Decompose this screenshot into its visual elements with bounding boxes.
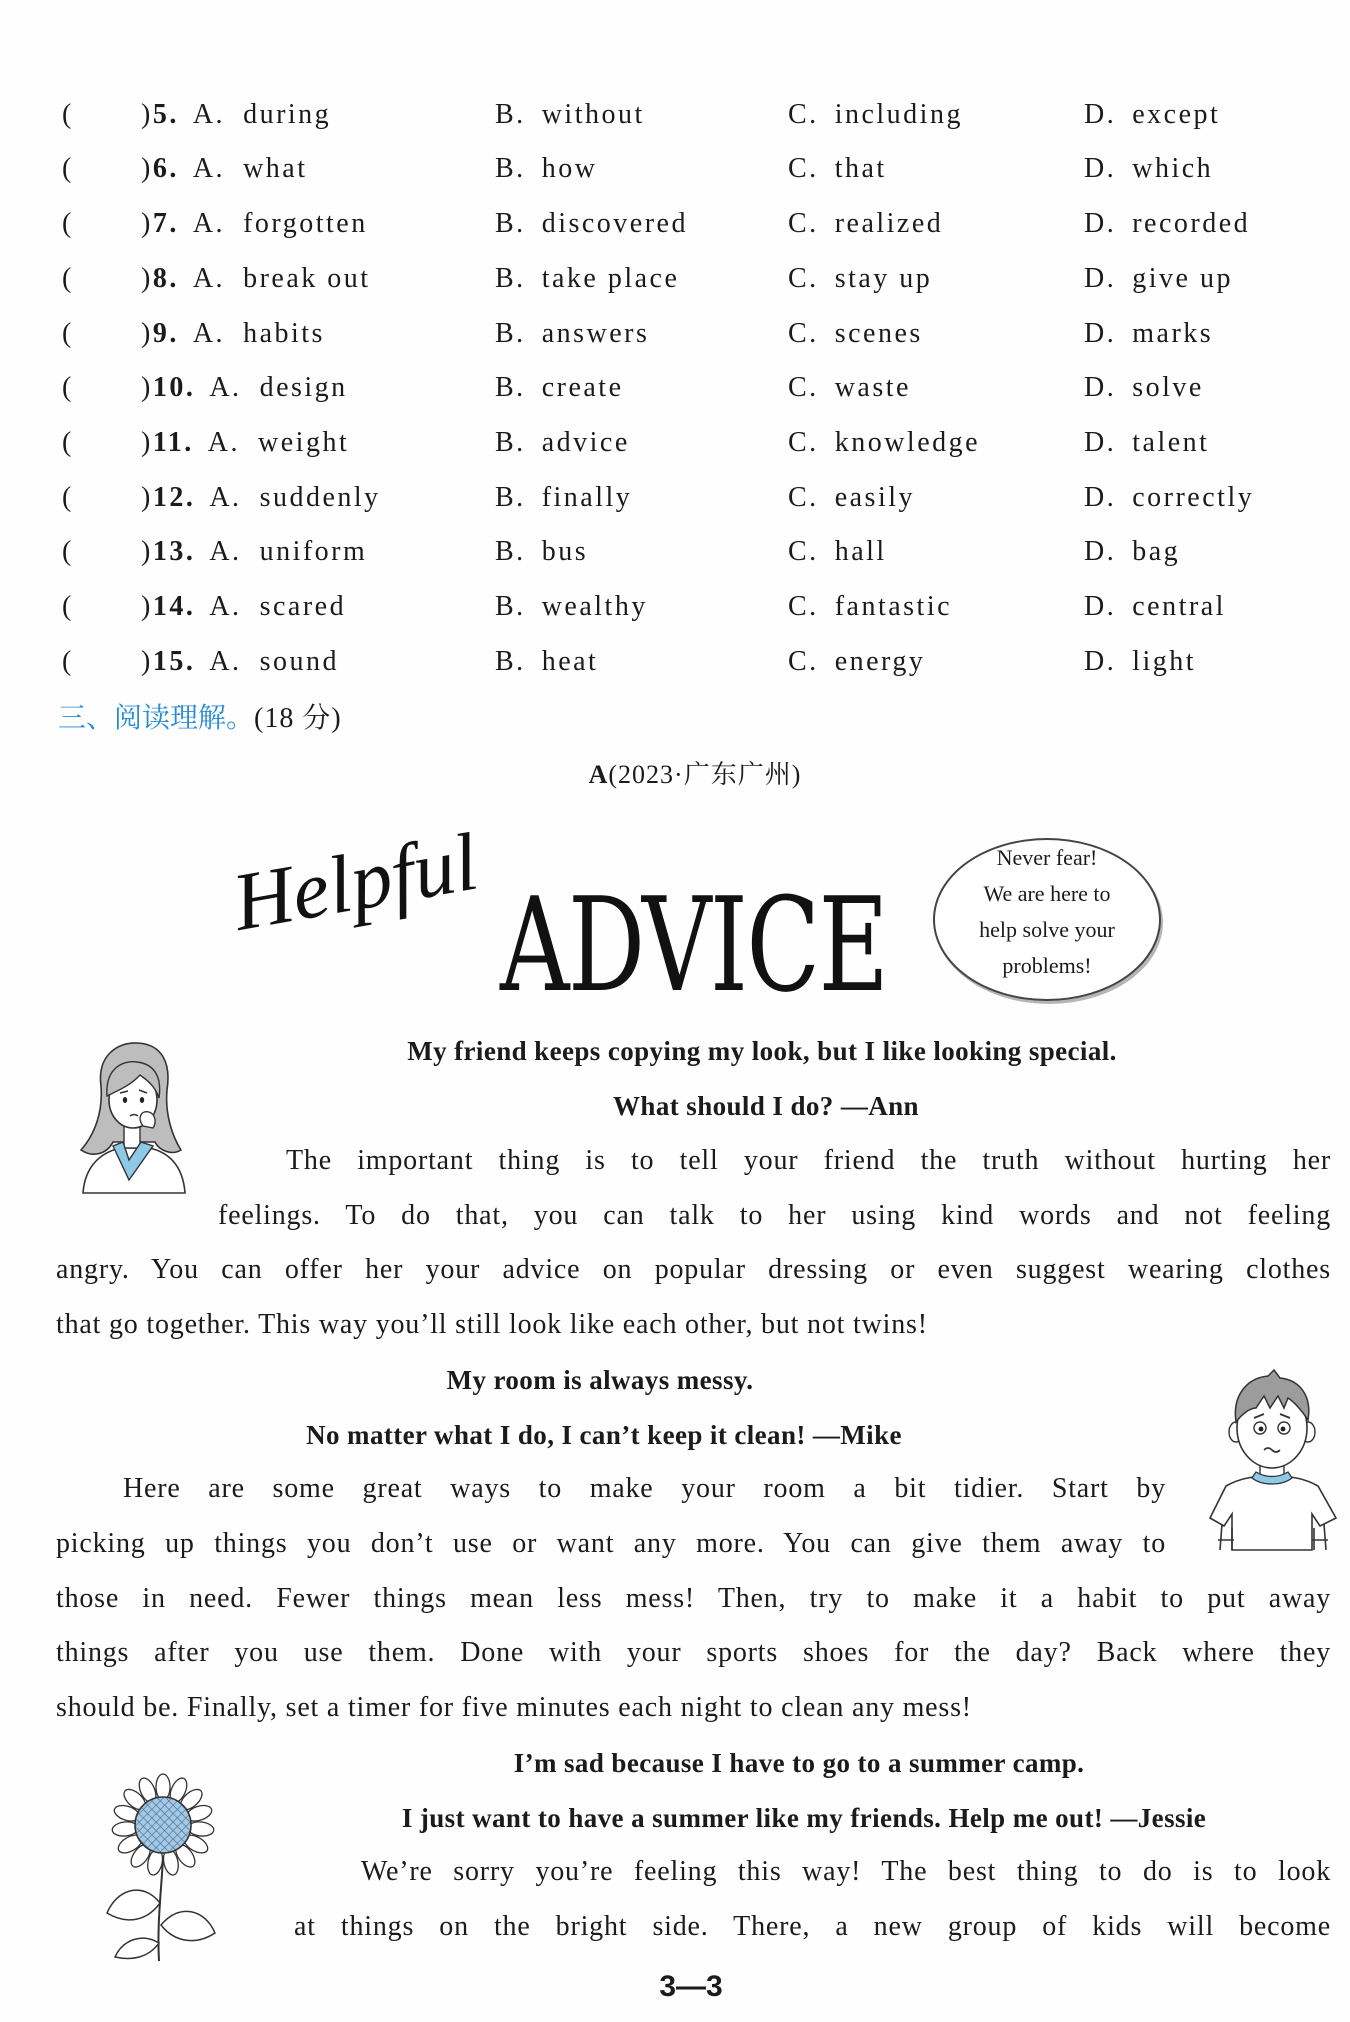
answer-bracket-close: ) (141, 591, 153, 623)
option-c (788, 314, 923, 354)
option-text: correctly (1132, 481, 1255, 513)
option-b (495, 532, 588, 572)
question-number: 11. (152, 427, 194, 459)
option-b (495, 642, 598, 682)
answer-line: that go together. This way you’ll still look like each other, but not twins! (56, 1309, 928, 1340)
option-label: D. (1084, 481, 1117, 513)
option-d (1084, 149, 1213, 189)
option-text: hall (834, 536, 887, 568)
answer-line: should be. Finally, set a timer for five minutes each night to clean any mess! (56, 1692, 972, 1723)
option-text: sound (259, 645, 339, 677)
girl-eye-right (140, 1097, 144, 1103)
answer-line: The important thing is to tell your friend the truth without hurting her (286, 1145, 1331, 1176)
option-text: scenes (834, 317, 923, 349)
answer-bracket-open: ( (62, 208, 74, 240)
answer-bracket-open: ( (62, 427, 74, 459)
question-lead (141, 423, 349, 463)
question-row (0, 149, 1350, 189)
option-d (1084, 423, 1209, 463)
question-lead (141, 314, 325, 354)
question-lead (141, 259, 371, 299)
answer-line: at things on the bright side. There, a new group of kids will become (294, 1911, 1331, 1942)
option-text: solve (1132, 372, 1204, 404)
answer-bracket-open: ( (62, 98, 74, 130)
question-number: 9. (152, 317, 179, 349)
question-lead (141, 478, 381, 518)
question-number: 8. (152, 262, 179, 294)
option-text: suddenly (259, 481, 381, 513)
option-b (495, 95, 645, 135)
question-row (0, 423, 1350, 463)
passage-source-text: (2023·广东广州) (608, 760, 802, 789)
letter-signature-line: What should I do? —Ann (613, 1091, 919, 1121)
option-d (1084, 95, 1220, 135)
question-row (0, 642, 1350, 682)
option-d (1084, 478, 1254, 518)
option-text: habits (243, 317, 325, 349)
option-text: what (243, 153, 308, 185)
option-b (495, 587, 648, 627)
bubble-line: problems! (1002, 953, 1092, 978)
option-label: B. (495, 645, 526, 677)
option-text: heat (541, 645, 599, 677)
option-text: during (243, 98, 332, 130)
option-text: answers (541, 317, 650, 349)
answer-bracket-close: ) (141, 153, 153, 185)
answer-line: feelings. To do that, you can talk to her using kind words and not feeling (218, 1200, 1331, 1231)
passage-source (395, 755, 995, 795)
option-label: B. (495, 591, 526, 623)
option-text: marks (1132, 317, 1214, 349)
option-text: bus (541, 536, 589, 568)
option-label: B. (495, 427, 526, 459)
question-number: 14. (152, 591, 196, 623)
option-label: D. (1084, 427, 1117, 459)
girl-hand (140, 1112, 155, 1128)
option-label: A. (209, 591, 242, 623)
worried-boy-illustration (1196, 1368, 1348, 1550)
answer-bracket-open: ( (62, 372, 74, 404)
option-text: which (1132, 153, 1214, 185)
question-lead (141, 532, 367, 572)
option-label: C. (788, 591, 819, 623)
letter-signature-line: No matter what I do, I can’t keep it clean! —Mike (306, 1420, 902, 1450)
sunflower-illustration (101, 1775, 224, 1961)
option-label: B. (495, 262, 526, 294)
section-heading (58, 698, 342, 738)
answer-bracket-close: ) (141, 98, 153, 130)
option-label: C. (788, 645, 819, 677)
logo-word-helpful: Helpful (226, 815, 485, 948)
answer-bracket-open: ( (62, 153, 74, 185)
option-text: discovered (541, 208, 688, 240)
option-c (788, 368, 911, 408)
option-label: D. (1084, 536, 1117, 568)
question-number: 5. (152, 98, 179, 130)
option-label: C. (788, 372, 819, 404)
option-c (788, 478, 915, 518)
option-text: take place (541, 262, 680, 294)
question-lead (141, 587, 346, 627)
letter-question-line: I’m sad because I have to go to a summer camp. (513, 1748, 1085, 1778)
option-label: A. (209, 645, 242, 677)
option-label: A. (192, 98, 226, 130)
sunflower-stem (158, 1859, 163, 1961)
option-b (495, 478, 632, 518)
option-label: A. (192, 153, 226, 185)
option-label: C. (788, 153, 819, 185)
girl-eye-left (123, 1097, 127, 1103)
option-text: create (541, 372, 624, 404)
option-label: A. (192, 317, 226, 349)
option-text: central (1132, 591, 1226, 623)
option-c (788, 423, 980, 463)
option-label: C. (788, 262, 819, 294)
page-number: 3—3 (659, 1970, 723, 2003)
option-label: C. (788, 427, 819, 459)
bubble-line: help solve your (979, 917, 1115, 942)
question-row (0, 368, 1350, 408)
option-text: including (834, 98, 963, 130)
answer-bracket-close: ) (141, 317, 153, 349)
question-row (0, 259, 1350, 299)
question-row (0, 587, 1350, 627)
option-c (788, 149, 887, 189)
option-label: C. (788, 536, 819, 568)
question-row (0, 204, 1350, 244)
option-label: C. (788, 481, 819, 513)
answer-bracket-open: ( (62, 645, 74, 677)
option-text: uniform (259, 536, 368, 568)
answer-bracket-close: ) (141, 208, 153, 240)
option-label: C. (788, 317, 819, 349)
question-number: 7. (152, 208, 179, 240)
answer-bracket-close: ) (141, 372, 153, 404)
option-text: forgotten (243, 208, 368, 240)
option-text: design (259, 372, 348, 404)
question-number: 13. (152, 536, 196, 568)
option-text: advice (541, 427, 630, 459)
option-b (495, 204, 688, 244)
option-text: except (1132, 98, 1221, 130)
option-label: D. (1084, 98, 1117, 130)
question-lead (141, 95, 331, 135)
logo-word-advice: ADVICE (500, 869, 888, 1021)
option-text: energy (834, 645, 926, 677)
option-label: B. (495, 153, 526, 185)
bubble-line: Never fear! (996, 845, 1098, 870)
option-text: talent (1132, 427, 1210, 459)
option-text: scared (259, 591, 347, 623)
sunflower-leaf-right (161, 1911, 215, 1940)
worried-girl-illustration (67, 1038, 192, 1193)
option-c (788, 587, 952, 627)
option-label: B. (495, 98, 526, 130)
option-text: stay up (834, 262, 933, 294)
option-c (788, 204, 943, 244)
option-label: C. (788, 208, 819, 240)
answer-bracket-open: ( (62, 481, 74, 513)
option-label: B. (495, 317, 526, 349)
option-label: B. (495, 372, 526, 404)
option-label: B. (495, 208, 526, 240)
answer-bracket-close: ) (141, 427, 153, 459)
option-b (495, 368, 624, 408)
answer-bracket-open: ( (62, 317, 74, 349)
answer-line: things after you use them. Done with your sports shoes for the day? Back where they (56, 1637, 1331, 1668)
option-d (1084, 314, 1213, 354)
answer-bracket-close: ) (141, 645, 153, 677)
option-label: D. (1084, 208, 1117, 240)
boy-shirt (1210, 1476, 1336, 1550)
answer-line: angry. You can offer her your advice on popular dressing or even suggest wearing clothes (56, 1254, 1331, 1285)
option-label: B. (495, 481, 526, 513)
question-number: 15. (152, 645, 196, 677)
question-row (0, 95, 1350, 135)
question-row (0, 478, 1350, 518)
answer-bracket-close: ) (141, 262, 153, 294)
option-text: waste (834, 372, 911, 404)
option-text: break out (243, 262, 371, 294)
option-d (1084, 587, 1226, 627)
answer-line: We’re sorry you’re feeling this way! The best thing to do is to look (361, 1856, 1331, 1887)
section-score: (18 分) (254, 703, 342, 734)
option-label: D. (1084, 153, 1117, 185)
option-label: D. (1084, 372, 1117, 404)
letter-question-line: My friend keeps copying my look, but I like looking special. (407, 1036, 1117, 1066)
speech-bubble (933, 838, 1161, 1001)
option-label: D. (1084, 645, 1117, 677)
boy-pupil-left (1259, 1427, 1264, 1432)
option-c (788, 532, 887, 572)
option-label: C. (788, 98, 819, 130)
option-label: A. (207, 427, 241, 459)
section-title: 三、阅读理解。 (58, 701, 255, 734)
sunflower-leaf-bottom (115, 1938, 159, 1958)
option-c (788, 642, 925, 682)
answer-line: those in need. Fewer things mean less mess! Then, try to make it a habit to put away (56, 1583, 1331, 1614)
question-number: 10. (152, 372, 196, 404)
question-row (0, 314, 1350, 354)
option-text: realized (834, 208, 944, 240)
option-d (1084, 532, 1180, 572)
option-d (1084, 368, 1204, 408)
option-b (495, 423, 630, 463)
option-text: easily (834, 481, 915, 513)
option-text: finally (541, 481, 633, 513)
answer-line: Here are some great ways to make your room a bit tidier. Start by (123, 1473, 1166, 1504)
option-text: knowledge (834, 427, 981, 459)
option-label: A. (192, 208, 226, 240)
option-text: fantastic (834, 591, 953, 623)
letter-question-line: My room is always messy. (446, 1365, 754, 1395)
option-label: A. (209, 372, 242, 404)
sunflower-leaf-left (107, 1890, 160, 1920)
answer-bracket-open: ( (62, 262, 74, 294)
passage-label: A (588, 760, 609, 789)
option-text: without (541, 98, 645, 130)
question-row (0, 532, 1350, 572)
answer-line: picking up things you don’t use or want any more. You can give them away to (56, 1528, 1166, 1559)
option-b (495, 314, 649, 354)
option-text: wealthy (541, 591, 648, 623)
question-number: 6. (152, 153, 179, 185)
sunflower-center (135, 1797, 191, 1853)
bubble-line: We are here to (983, 881, 1111, 906)
question-lead (141, 204, 368, 244)
question-lead (141, 149, 308, 189)
option-text: light (1132, 645, 1197, 677)
question-number: 12. (152, 481, 196, 513)
option-c (788, 95, 963, 135)
answer-bracket-close: ) (141, 481, 153, 513)
option-label: A. (192, 262, 226, 294)
option-d (1084, 259, 1233, 299)
option-label: B. (495, 536, 526, 568)
option-text: give up (1132, 262, 1233, 294)
letter-signature-line: I just want to have a summer like my friends. Help me out! —Jessie (401, 1803, 1207, 1833)
option-b (495, 259, 679, 299)
question-lead (141, 368, 348, 408)
option-text: weight (258, 427, 350, 459)
option-b (495, 149, 597, 189)
option-label: D. (1084, 317, 1117, 349)
option-label: D. (1084, 262, 1117, 294)
option-text: recorded (1132, 208, 1251, 240)
option-label: A. (209, 481, 242, 513)
option-text: that (834, 153, 887, 185)
option-label: A. (209, 536, 242, 568)
question-lead (141, 642, 339, 682)
option-d (1084, 642, 1196, 682)
option-c (788, 259, 932, 299)
option-text: bag (1132, 536, 1181, 568)
option-d (1084, 204, 1250, 244)
answer-bracket-open: ( (62, 591, 74, 623)
answer-bracket-close: ) (141, 536, 153, 568)
boy-pupil-right (1281, 1427, 1286, 1432)
option-label: D. (1084, 591, 1117, 623)
answer-bracket-open: ( (62, 536, 74, 568)
option-text: how (541, 153, 598, 185)
